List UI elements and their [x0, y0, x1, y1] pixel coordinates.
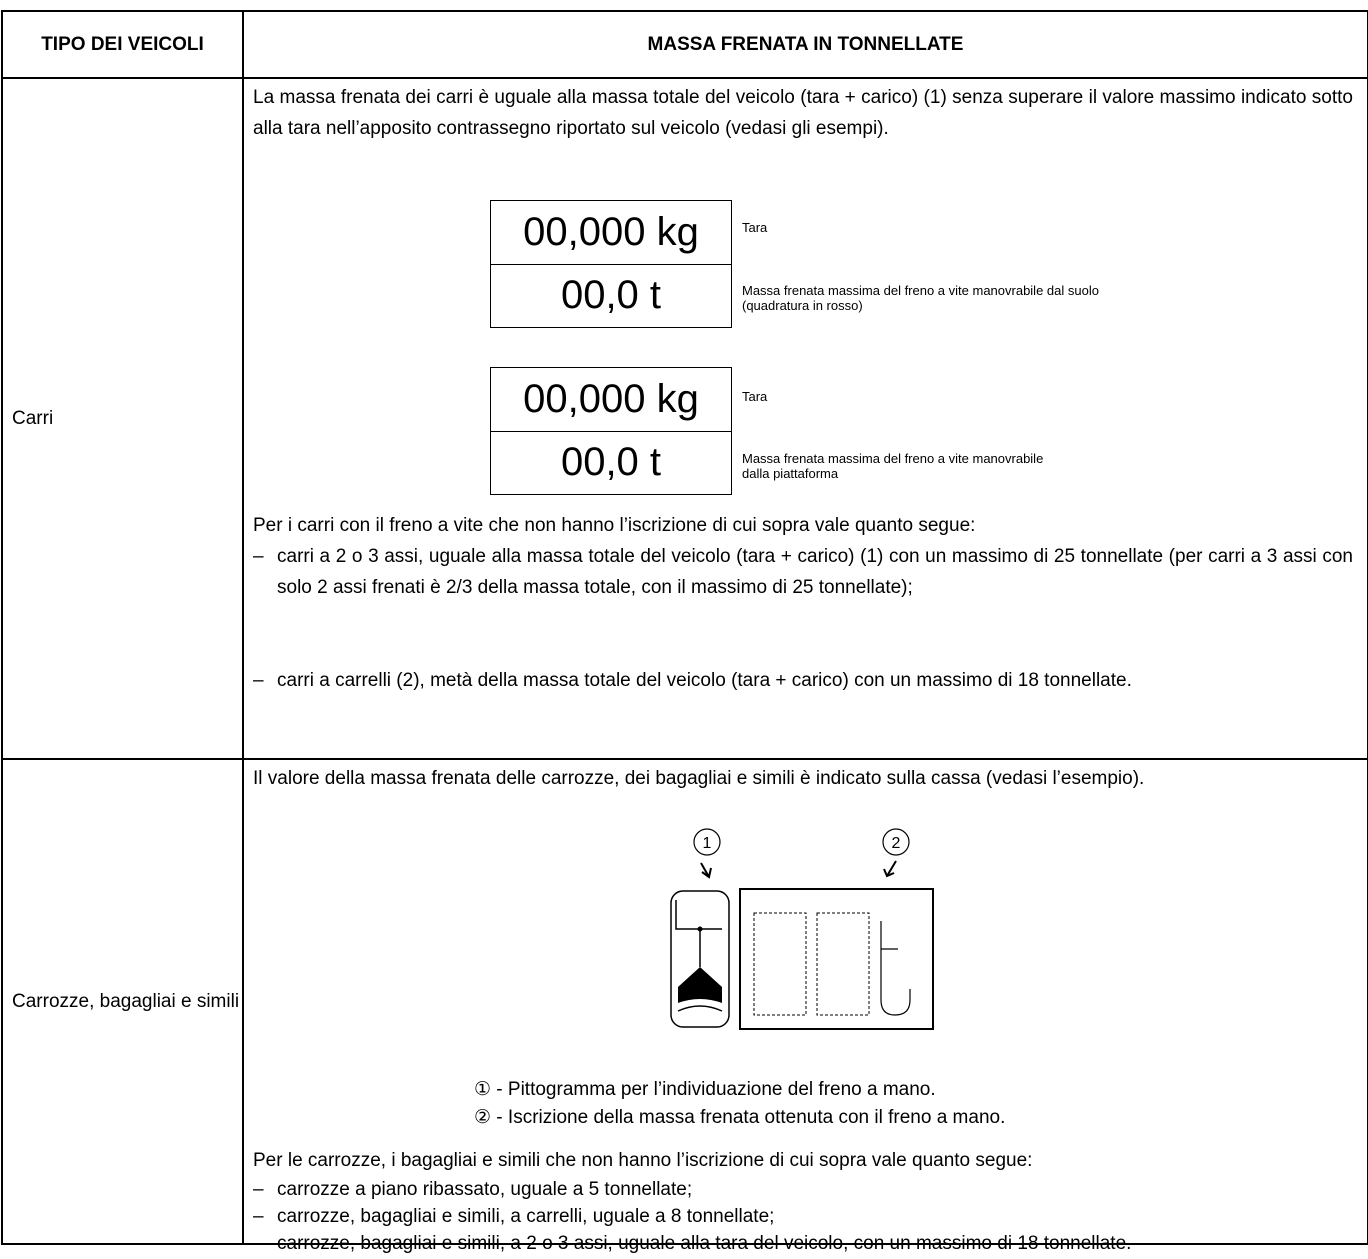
braked-mass-value: 00,0 t: [560, 440, 662, 484]
carri-intro-text: La massa frenata dei carri è uguale alla massa totale del veicolo (tara + carico) (1) senza superare il valore massimo indicato sotto alla tara nell’apposito contrassegno riportato sul veicolo (vedasi gli esempi).: [253, 87, 1353, 139]
bullet-text: carrozze, bagagliai e simili, a carrelli, uguale a 8 tonnellate;: [277, 1206, 775, 1227]
carri-rules-intro: Per i carri con il freno a vite che non hanno l’iscrizione di cui sopra vale quanto segue:: [253, 515, 976, 536]
carrozze-description-cell: [243, 759, 1368, 1254]
legend-pictogram: ① - Pittogramma per l’individuazione del freno a mano.: [474, 1079, 936, 1100]
vehicle-type-carri: Carri: [2, 78, 243, 759]
braked-mass-value: 00,0 t: [560, 273, 662, 317]
weight-marking-example-1: [490, 200, 732, 328]
row-carri: [2, 78, 1368, 759]
row-carrozze: [2, 759, 1368, 1244]
handbrake-pictogram: [671, 891, 729, 1027]
braked-mass-inscription: [740, 889, 933, 1029]
braked-mass-table: [1, 10, 1368, 1254]
header-braked-mass: MASSA FRENATA IN TONNELLATE: [243, 11, 1368, 78]
tara-value: 00,000 kg: [491, 201, 731, 265]
braked-mass-label: Massa frenata massima del freno a vite manovrabile dal suolo (quadratura in rosso): [742, 283, 1099, 313]
header-vehicle-type: TIPO DEI VEICOLI: [2, 11, 243, 78]
legend-inscription: ② - Iscrizione della massa frenata ottenuta con il freno a mano.: [474, 1107, 1006, 1128]
header-row: [2, 11, 1368, 78]
callout-1: [694, 829, 720, 877]
bullet-text: carri a carrelli (2), metà della massa totale del veicolo (tara + carico) con un massimo di 18 tonnellate.: [277, 670, 1132, 691]
dash-marker: –: [253, 670, 264, 691]
vehicle-type-carrozze: Carrozze, bagagliai e simili: [2, 759, 243, 1244]
svg-text:1: 1: [702, 835, 712, 852]
tara-label: Tara: [742, 220, 768, 235]
svg-text:2: 2: [891, 835, 901, 852]
callout-2: [883, 829, 909, 876]
handbrake-inscription-figure: [664, 825, 944, 1065]
list-item: [253, 541, 1353, 603]
carrozze-rules-intro: Per le carrozze, i bagagliai e simili che non hanno l’iscrizione di cui sopra vale quanto segue:: [253, 1150, 1033, 1171]
tara-value: 00,000 kg: [491, 368, 731, 432]
carri-description-cell: [243, 78, 1368, 759]
dash-marker: –: [253, 546, 264, 567]
braked-mass-label: Massa frenata massima del freno a vite manovrabile dalla piattaforma: [742, 451, 1044, 481]
dash-marker: –: [253, 1206, 264, 1227]
list-item: [253, 1228, 1365, 1259]
dash-marker: –: [253, 1233, 264, 1254]
tara-label: Tara: [742, 389, 768, 404]
list-item: [253, 665, 1353, 696]
bullet-text: carri a 2 o 3 assi, uguale alla massa totale del veicolo (tara + carico) (1) con un massimo di 25 tonnellate (per carri a 3 assi con solo 2 assi frenati è 2/3 della massa totale, con il massimo di 25 tonnellate);: [277, 546, 1353, 598]
carrozze-intro-text: Il valore della massa frenata delle carrozze, dei bagagliai e simili è indicato sulla cassa (vedasi l’esempio).: [253, 768, 1145, 789]
weight-marking-example-2: [490, 367, 732, 495]
bullet-text: carrozze a piano ribassato, uguale a 5 tonnellate;: [277, 1179, 693, 1200]
bullet-text: carrozze, bagagliai e simili, a 2 o 3 assi, uguale alla tara del veicolo, con un massimo di 18 tonnellate.: [277, 1233, 1132, 1254]
dash-marker: –: [253, 1179, 264, 1200]
